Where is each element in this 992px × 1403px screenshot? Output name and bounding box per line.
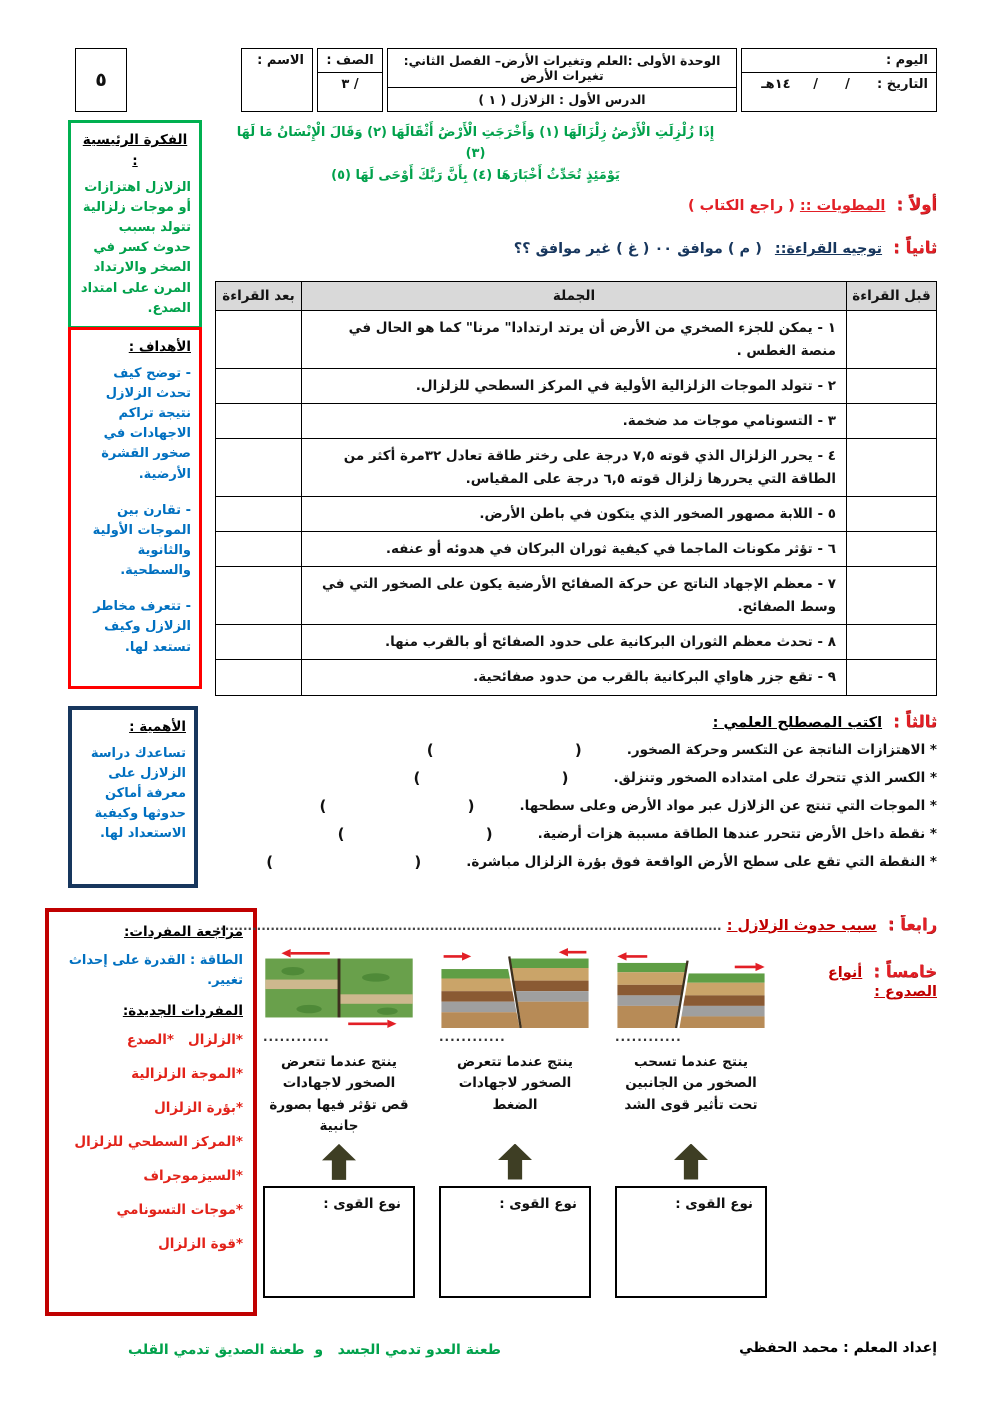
section2-title: توجيه القراءة:: <box>774 241 883 258</box>
table-row <box>216 311 937 369</box>
section-earthquake-cause <box>215 915 937 934</box>
fault-description: ينتج عندما تتعرض الصخور لاجهادات قص تؤثر فيها بصورة جانبية <box>269 1053 409 1135</box>
statement-cell: ٨ - تحدث معظم الثوران البركانية على حدود الصفائح أو بالقرب منها. <box>302 624 847 659</box>
section-scientific-term <box>215 712 937 731</box>
answer-blank[interactable]: ( ) <box>266 852 422 871</box>
section-foldables <box>215 195 937 214</box>
term-item <box>215 825 937 843</box>
statement-cell: ٩ - تقع جزر هاواي البركانية بالقرب من حدود صفائحية. <box>302 660 847 695</box>
force-type-label: نوع القوى : <box>323 1195 401 1212</box>
class-value: / ٣ <box>341 77 359 92</box>
strike-slip-fault-image <box>263 948 415 1030</box>
after-answer-cell[interactable] <box>216 567 302 625</box>
section3-ordinal: ثالثاً : <box>893 711 937 731</box>
quran-verse <box>233 122 718 186</box>
objective-item: - توضح كيف تحدث الزلازل نتيجة تراكم الاجهادات في صخور القشرة الأرضية. <box>101 365 191 482</box>
before-answer-cell[interactable] <box>847 624 937 659</box>
objectives-title: الأهداف : <box>128 339 191 355</box>
table-row <box>216 624 937 659</box>
reverse-fault-image <box>439 948 591 1030</box>
main-idea-box <box>68 120 202 329</box>
section5-ordinal: خامساً : <box>873 961 937 981</box>
before-answer-cell[interactable] <box>847 311 937 369</box>
new-vocab-title: المفردات الجديدة: <box>122 1003 243 1020</box>
before-answer-cell[interactable] <box>847 368 937 403</box>
term-item <box>215 853 937 871</box>
col-before-reading: قبل القراءة <box>847 282 937 311</box>
table-row <box>216 439 937 497</box>
importance-body: تساعدك دراسة الزلازل على معرفة أماكن حدوثها وكيفية الاستعداد لها. <box>90 745 186 842</box>
before-answer-cell[interactable] <box>847 404 937 439</box>
vocab-term: *المركز السطحي للزلزال <box>74 1133 243 1150</box>
statement-cell: ٢ - تتولد الموجات الزلزالية الأولية في المركز السطحي للزلزال. <box>302 368 847 403</box>
importance-title: الأهمية : <box>129 719 186 735</box>
col-sentence: الجملة <box>302 282 847 311</box>
vocab-term: *الموجة الزلزالية <box>131 1066 243 1083</box>
day-date-box <box>741 48 937 112</box>
after-answer-cell[interactable] <box>216 660 302 695</box>
unit-title: الوحدة الأولى :العلم وتغيرات الأرض– الفصل الثاني: تغيرات الأرض <box>388 49 736 88</box>
answer-dotted-line[interactable]: ............................................................................................................... <box>215 918 722 933</box>
prepared-by: إعداد المعلم : محمد الحفظي <box>739 1340 937 1356</box>
before-answer-cell[interactable] <box>847 439 937 497</box>
answer-blank[interactable]: ( ) <box>413 768 569 787</box>
answer-blank[interactable]: ( ) <box>319 796 475 815</box>
main-idea-body: الزلازل اهتزازات أو موجات زلزالية تتولد بسبب حدوث كسر في الصخر والارتداد المرن على امتداد الصدع. <box>80 179 191 316</box>
section2-note: ( م ) موافق ٠٠ ( غ ) غير موافق ؟؟ <box>513 241 762 258</box>
term-text: * النقطة التي تقع على سطح الأرض الواقعة فوق بؤرة الزلزال مباشرة. <box>466 853 937 870</box>
vocab-term: *قوة الزلزال <box>158 1235 243 1252</box>
section1-title: المطويات :: <box>799 198 886 215</box>
after-answer-cell[interactable] <box>216 404 302 439</box>
objective-item: - تتعرف مخاطر الزلازل وكيف تستعد لها. <box>93 599 191 655</box>
force-type-box[interactable] <box>263 1186 415 1298</box>
table-row <box>216 532 937 567</box>
vocab-term: *بؤرة الزلزال <box>154 1099 243 1116</box>
table-row <box>216 404 937 439</box>
normal-fault-image <box>615 948 767 1030</box>
name-label: الاسم : <box>257 53 304 68</box>
terms-list <box>215 741 937 871</box>
grade-box: ٥ <box>75 48 127 112</box>
class-box <box>317 48 383 112</box>
force-type-label: نوع القوى : <box>675 1195 753 1212</box>
fault-description: ينتج عندما تسحب الصخور من الجانبين تحت تأثير قوى الشد <box>624 1053 758 1113</box>
section1-note: ( راجع الكتاب ) <box>688 198 795 215</box>
vocab-term: *الزلزال *الصدع <box>126 1032 243 1049</box>
answer-blank[interactable]: ( ) <box>426 740 582 759</box>
class-label: الصف : <box>318 49 382 73</box>
term-text: * الاهتزازات الناتجة عن التكسر وحركة الصخور. <box>626 741 937 758</box>
fault-types-section <box>215 948 937 1298</box>
before-answer-cell[interactable] <box>847 496 937 531</box>
fault-name-blank[interactable]: ............ <box>439 1029 506 1044</box>
statement-cell: ١ - يمكن للجزء الصخري من الأرض أن يرتد ارتدادا" مرنا" كما هو الحال في منصة الغطس . <box>302 311 847 369</box>
fault-figure-compression <box>439 948 591 1298</box>
main-content <box>215 122 937 1298</box>
before-answer-cell[interactable] <box>847 660 937 695</box>
up-arrow-icon <box>674 1144 708 1180</box>
section-reading-guide <box>215 238 937 257</box>
footer-quote: طعنة العدو تدمي الجسد و طعنة الصديق تدمي القلب <box>128 1342 501 1358</box>
answer-blank[interactable]: ( ) <box>337 824 493 843</box>
after-answer-cell[interactable] <box>216 368 302 403</box>
fault-figure-shear <box>263 948 415 1298</box>
fault-name-blank[interactable]: ............ <box>615 1029 682 1044</box>
vocab-term: *موجات التسونامي <box>116 1201 243 1218</box>
statement-cell: ٦ - تؤثر مكونات الماجما في كيفية ثوران البركان في هدوئه أو عنفه. <box>302 532 847 567</box>
table-row <box>216 496 937 531</box>
lesson-title: الدرس الأول : الزلازل ( ١ ) <box>478 92 646 107</box>
before-answer-cell[interactable] <box>847 532 937 567</box>
verse-line-1: إِذَا زُلْزِلَتِ الْأَرْضُ زِلْزَالَهَا (١) وَأَخْرَجَتِ الْأَرْضُ أَثْقَالَهَا (٢) وَقَالَ الْإِنْسَانُ مَا لَهَا (٣) <box>236 125 715 162</box>
header-spacer <box>131 48 237 112</box>
section3-title: اكتب المصطلح العلمي : <box>712 714 883 731</box>
fault-description: ينتج عندما تتعرض الصخور لاجهادات الضغط <box>457 1053 573 1113</box>
reading-guide-table <box>215 281 937 695</box>
section4-title: سبب حدوث الزلازل : <box>726 917 877 934</box>
table-row <box>216 567 937 625</box>
vocab-review-title: مراجعة المفردات: <box>123 924 243 940</box>
table-row <box>216 368 937 403</box>
main-idea-title: الفكرة الرئيسية : <box>82 132 188 169</box>
day-label: اليوم : <box>742 49 936 73</box>
term-text: * الموجات التي تنتج عن الزلازل عبر مواد الأرض وعلى سطحها. <box>519 797 937 814</box>
section1-ordinal: أولاً : <box>896 195 937 215</box>
term-item <box>215 797 937 815</box>
importance-box <box>68 706 198 888</box>
before-answer-cell[interactable] <box>847 567 937 625</box>
up-arrow-icon <box>498 1144 532 1180</box>
verse-line-2: يَوْمَئِذٍ تُحَدِّثُ أَخْبَارَهَا (٤) بِأَنَّ رَبَّكَ أَوْحَى لَهَا (٥) <box>331 167 620 183</box>
up-arrow-icon <box>322 1144 356 1180</box>
after-answer-cell[interactable] <box>216 532 302 567</box>
term-text: * نقطة داخل الأرض تتحرر عندها الطاقة مسببة هزات أرضية. <box>537 825 937 842</box>
statement-cell: ٣ - التسونامي موجات مد ضخمة. <box>302 404 847 439</box>
term-item <box>215 741 937 759</box>
statement-cell: ٧ - معظم الإجهاد الناتج عن حركة الصفائح الأرضية يكون على الصخور التي في وسط الصفائح. <box>302 567 847 625</box>
student-name-box[interactable] <box>241 48 313 112</box>
force-type-box[interactable] <box>439 1186 591 1298</box>
unit-lesson-box <box>387 48 737 112</box>
objective-item: - تقارن بين الموجات الأولية والثانوية والسطحية. <box>92 502 191 579</box>
term-item <box>215 769 937 787</box>
section4-ordinal: رابعاً : <box>887 914 937 934</box>
after-answer-cell[interactable] <box>216 496 302 531</box>
section2-ordinal: ثانياً : <box>893 238 937 258</box>
table-row <box>216 660 937 695</box>
section5-title: أنواع الصدوع : <box>827 964 937 1000</box>
term-text: * الكسر الذي تتحرك على امتداده الصخور وتنزلق. <box>613 769 937 786</box>
objectives-box <box>68 327 202 689</box>
after-answer-cell[interactable] <box>216 624 302 659</box>
fault-name-blank[interactable]: ............ <box>263 1029 330 1044</box>
force-type-label: نوع القوى : <box>499 1195 577 1212</box>
after-answer-cell[interactable] <box>216 311 302 369</box>
statement-cell: ٤ - يحرر الزلزال الذي قوته ٧,٥ درجة على رختر طاقة تعادل ٣٢مرة أكثر من الطاقة التي يحررها زلزال قوته ٦,٥ درجة على المقياس. <box>302 439 847 497</box>
after-answer-cell[interactable] <box>216 439 302 497</box>
section-fault-types-label <box>791 948 937 1298</box>
date-field[interactable]: التاريخ : / / ١٤هـ <box>761 77 928 92</box>
fault-figure-tension <box>615 948 767 1298</box>
col-after-reading: بعد القراءة <box>216 282 302 311</box>
header-bar <box>75 48 937 112</box>
energy-definition: الطاقة : القدرة على إحداث تغيير. <box>68 952 243 989</box>
vocab-term: *السيزموجراف <box>143 1167 243 1184</box>
statement-cell: ٥ - اللابة مصهور الصخور الذي يتكون في باطن الأرض. <box>302 496 847 531</box>
table-header-row <box>216 282 937 311</box>
force-type-box[interactable] <box>615 1186 767 1298</box>
